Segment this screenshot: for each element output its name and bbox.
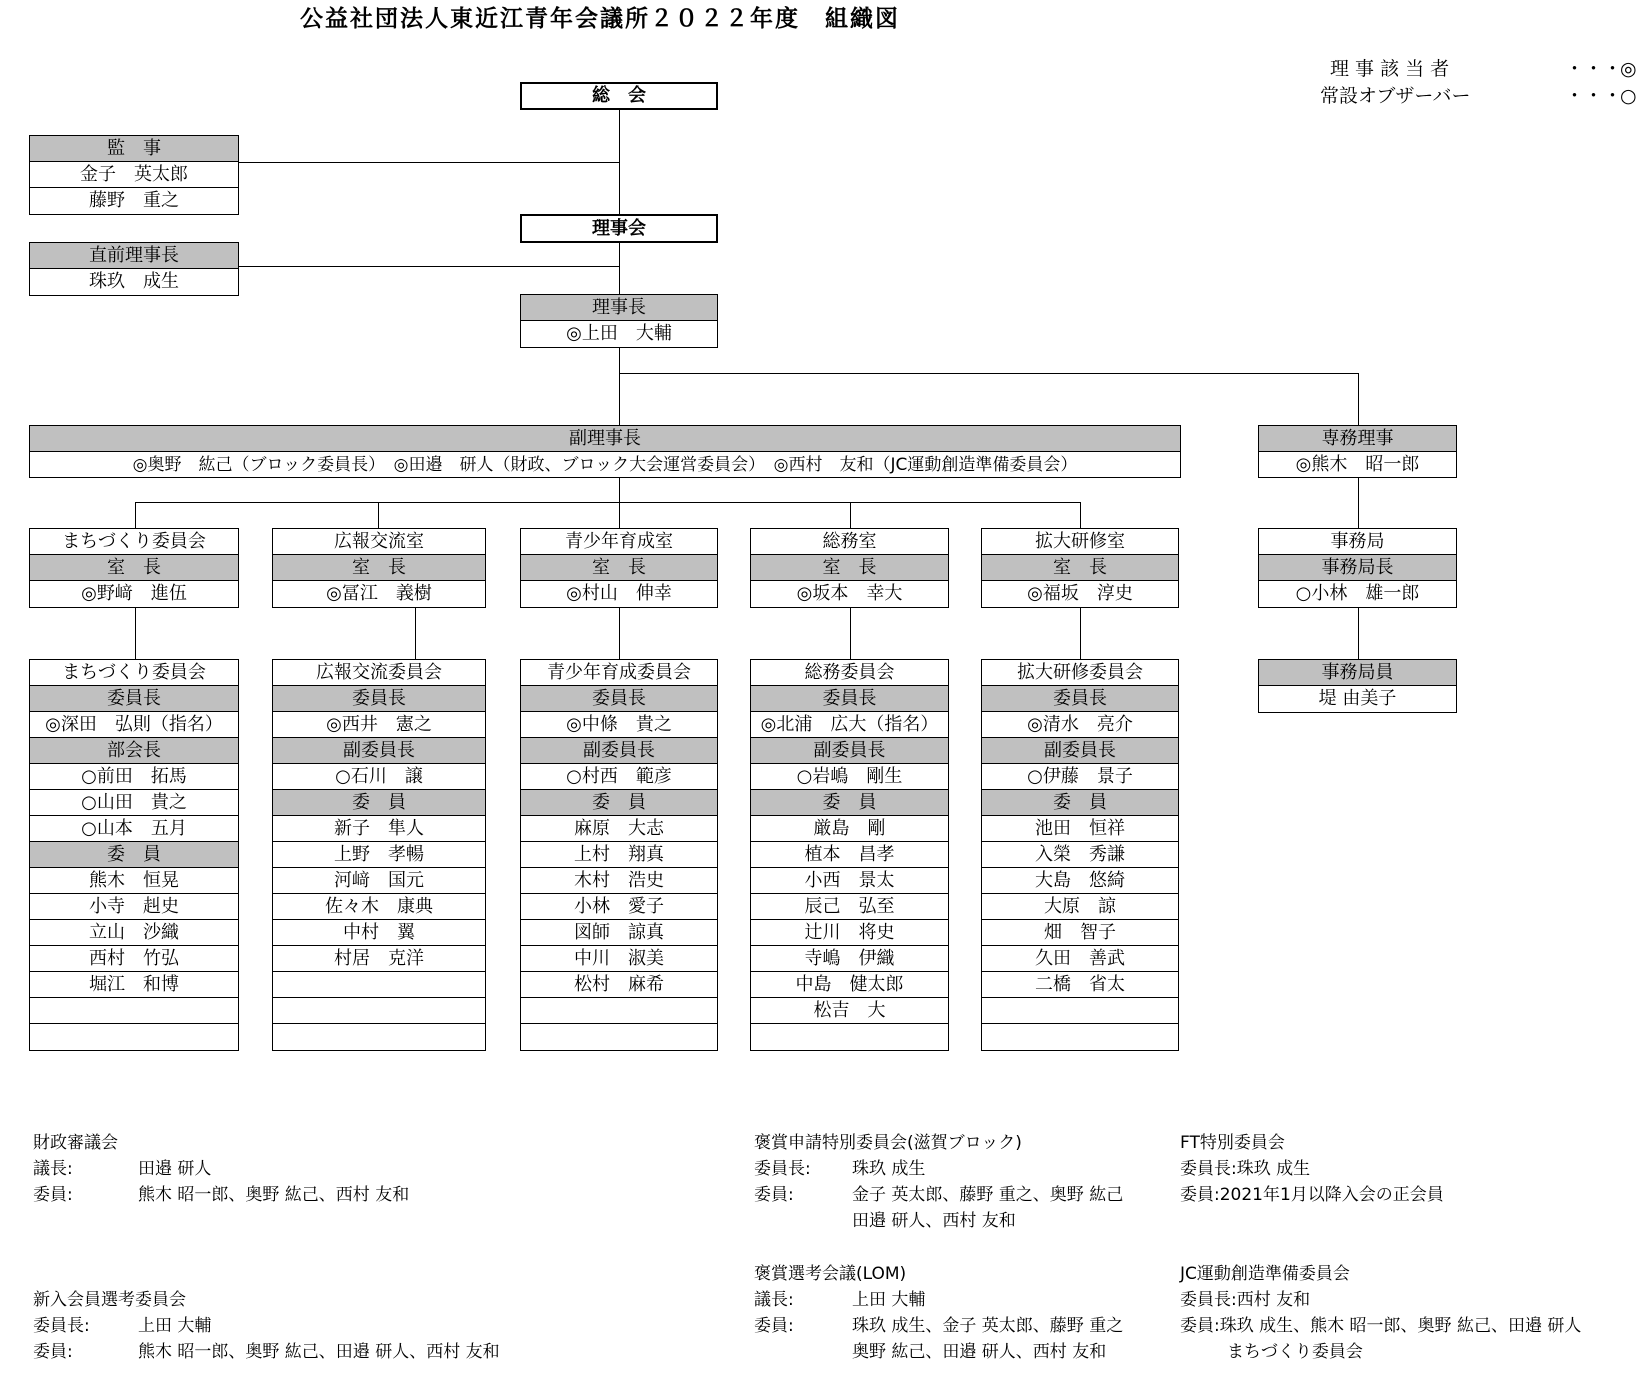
secretariat-box [1258, 528, 1457, 608]
committee-empty-row [30, 1024, 238, 1050]
committee-member: 大原 諒 [982, 894, 1178, 920]
connector-line [619, 108, 620, 214]
room-head: ◎村山 伸幸 [566, 583, 672, 604]
committee-box [750, 659, 949, 1051]
note-value: 上田 大輔 [138, 1316, 212, 1336]
committee-member: 池田 恒祥 [982, 816, 1178, 842]
note-value: 金子 英太郎、藤野 重之、奥野 紘己 [852, 1185, 1124, 1205]
room-box [272, 528, 486, 608]
auditor-name: 藤野 重之 [89, 190, 179, 211]
connector-line [1358, 607, 1359, 660]
committee-member: ◎深田 弘則（指名） [30, 712, 238, 738]
committee-role-header: 委 員 [273, 790, 485, 816]
auditors-title: 監 事 [30, 136, 238, 162]
committee-empty-row [30, 998, 238, 1024]
room-role: 室 長 [521, 555, 717, 581]
note-value: 委員長:珠玖 成生 [1180, 1159, 1311, 1179]
vice-presidents-box [29, 425, 1181, 478]
committee-member: 新子 隼人 [273, 816, 485, 842]
note-value: 委員長:西村 友和 [1180, 1290, 1311, 1310]
note-label: 委員: [754, 1185, 794, 1205]
auditor-name: 金子 英太郎 [30, 162, 238, 188]
committee-member: ○石川 譲 [273, 764, 485, 790]
finance-council-note [33, 1130, 593, 1208]
room-head: ◎冨江 義樹 [326, 583, 432, 604]
connector-line [1358, 476, 1359, 529]
new-member-committee-note [33, 1287, 633, 1365]
page-title: 公益社団法人東近江青年会議所２０２２年度 組織図 [300, 6, 900, 32]
committee-member: ◎中條 貴之 [521, 712, 717, 738]
committee-box [29, 659, 239, 1051]
committee-member: 立山 沙織 [30, 920, 238, 946]
committee-empty-row [521, 1024, 717, 1050]
committee-member: 松村 麻希 [521, 972, 717, 998]
connector-line [619, 242, 620, 295]
committee-member: 熊木 恒晃 [30, 868, 238, 894]
committee-empty-row [273, 1024, 485, 1050]
legend [1320, 56, 1640, 110]
committee-member: 小西 景太 [751, 868, 948, 894]
ft-committee-note [1180, 1130, 1640, 1208]
committee-member: ◎西井 憲之 [273, 712, 485, 738]
note-value: 熊木 昭一郎、奥野 紘己、田邉 研人、西村 友和 [138, 1342, 500, 1362]
note-value: 珠玖 成生、金子 英太郎、藤野 重之 [852, 1316, 1124, 1336]
committee-member: 麻原 大志 [521, 816, 717, 842]
committee-box [272, 659, 486, 1051]
note-label: 委員長: [33, 1316, 90, 1336]
connector-line [850, 607, 851, 660]
committee-role-header: 委員長 [982, 686, 1178, 712]
room-role: 室 長 [982, 555, 1178, 581]
past-president-name: 珠玖 成生 [89, 271, 179, 292]
note-title: FT特別委員会 [1180, 1133, 1285, 1153]
room-box [981, 528, 1179, 608]
note-value: 田邉 研人 [138, 1159, 212, 1179]
note-label: 委員: [754, 1316, 794, 1336]
committee-member: ○村西 範彦 [521, 764, 717, 790]
committee-member: 辰己 弘至 [751, 894, 948, 920]
committee-name: 広報交流委員会 [273, 660, 485, 686]
room-role: 室 長 [751, 555, 948, 581]
note-value: まちづくり委員会 [1227, 1342, 1363, 1362]
connector-line [135, 502, 1080, 503]
committee-empty-row [273, 998, 485, 1024]
committee-member: 河﨑 国元 [273, 868, 485, 894]
room-head: ◎野﨑 進伍 [81, 583, 187, 604]
committee-role-header: 委 員 [751, 790, 948, 816]
committee-member: 中村 翼 [273, 920, 485, 946]
room-name: まちづくり委員会 [30, 529, 238, 555]
room-head: ◎坂本 幸大 [796, 583, 903, 604]
room-name: 青少年育成室 [521, 529, 717, 555]
room-box [29, 528, 239, 608]
committee-role-header: 委員長 [751, 686, 948, 712]
committee-member: ○山本 五月 [30, 816, 238, 842]
secretariat-staff-title: 事務局員 [1259, 660, 1456, 686]
room-name: 総務室 [751, 529, 948, 555]
note-title: JC運動創造準備委員会 [1180, 1264, 1350, 1284]
executive-director-box [1258, 425, 1457, 478]
executive-director-name: ◎熊木 昭一郎 [1295, 454, 1420, 475]
past-president-box [29, 242, 239, 296]
note-value: 委員:2021年1月以降入会の正会員 [1180, 1185, 1444, 1205]
vice-presidents-title: 副理事長 [30, 426, 1180, 452]
room-name: 広報交流室 [273, 529, 485, 555]
committee-member: 村居 克洋 [273, 946, 485, 972]
committee-member: ○伊藤 景子 [982, 764, 1178, 790]
connector-line [1080, 607, 1081, 660]
room-role: 室 長 [273, 555, 485, 581]
connector-line [237, 162, 619, 163]
award-block-note [754, 1130, 1174, 1234]
note-value: 珠玖 成生 [852, 1159, 926, 1179]
committee-empty-row [521, 998, 717, 1024]
president-name: ◎上田 大輔 [566, 323, 672, 344]
note-label: 委員: [33, 1185, 73, 1205]
note-label: 議長: [33, 1159, 73, 1179]
committee-member: 木村 浩史 [521, 868, 717, 894]
connector-line [415, 607, 416, 660]
committee-role-header: 委員長 [273, 686, 485, 712]
note-title: 財政審議会 [33, 1133, 118, 1153]
legend-director: 理 事 該 当 者 ・・・ ◎ [1330, 58, 1637, 80]
connector-line [850, 502, 851, 529]
note-value: 田邉 研人、西村 友和 [852, 1211, 1016, 1231]
committee-name: まちづくり委員会 [30, 660, 238, 686]
committee-empty-row [982, 998, 1178, 1024]
committee-member: 西村 竹弘 [30, 946, 238, 972]
legend-observer: 常設オブザーバー ・・・ ○ [1320, 85, 1637, 107]
note-title: 褒賞選考会議(LOM) [754, 1264, 907, 1284]
committee-member: 辻川 将史 [751, 920, 948, 946]
committee-member: ○岩嶋 剛生 [751, 764, 948, 790]
note-value: 委員:珠玖 成生、熊木 昭一郎、奥野 紘己、田邉 研人 [1180, 1316, 1582, 1336]
note-label: 議長: [754, 1290, 794, 1310]
committee-role-header: 副委員長 [273, 738, 485, 764]
secretariat-head: ○小林 雄一郎 [1295, 583, 1420, 604]
committee-member: 上村 翔真 [521, 842, 717, 868]
past-president-title: 直前理事長 [30, 243, 238, 269]
committee-role-header: 副委員長 [751, 738, 948, 764]
committee-empty-row [751, 1024, 948, 1050]
committee-member: 松吉 大 [751, 998, 948, 1024]
connector-line [378, 502, 379, 529]
room-box [520, 528, 718, 608]
connector-line [619, 346, 620, 426]
room-box [750, 528, 949, 608]
note-label: 委員: [33, 1342, 73, 1362]
committee-member: 寺嶋 伊織 [751, 946, 948, 972]
committee-role-header: 委員長 [30, 686, 238, 712]
auditors-box [29, 135, 239, 215]
connector-line [135, 502, 136, 529]
committee-member: ○山田 貴之 [30, 790, 238, 816]
committee-member: 小寺 赳史 [30, 894, 238, 920]
committee-member: ◎北浦 広大（指名） [751, 712, 948, 738]
connector-line [1358, 373, 1359, 426]
general-assembly-box [520, 82, 718, 110]
room-head: ◎福坂 淳史 [1027, 583, 1133, 604]
committee-member: 堀江 和博 [30, 972, 238, 998]
jc-committee-note [1180, 1261, 1645, 1365]
committee-member: ◎清水 亮介 [982, 712, 1178, 738]
committee-member: 植本 昌孝 [751, 842, 948, 868]
committee-member: 上野 孝暢 [273, 842, 485, 868]
president-box [520, 294, 718, 348]
committee-role-header: 委 員 [982, 790, 1178, 816]
general-assembly-label: 総 会 [592, 85, 646, 106]
committee-member: 中島 健太郎 [751, 972, 948, 998]
room-role: 室 長 [30, 555, 238, 581]
committee-member: 久田 善武 [982, 946, 1178, 972]
connector-line [135, 607, 136, 660]
connector-line [619, 373, 1358, 374]
committee-name: 青少年育成委員会 [521, 660, 717, 686]
committee-role-header: 副委員長 [982, 738, 1178, 764]
committee-member: 佐々木 康典 [273, 894, 485, 920]
president-title: 理事長 [521, 295, 717, 321]
committee-box [981, 659, 1179, 1051]
committee-member: 入榮 秀謙 [982, 842, 1178, 868]
secretariat-staff-name: 堤 由美子 [1318, 688, 1397, 709]
note-title: 新入会員選考委員会 [33, 1290, 186, 1310]
note-title: 褒賞申請特別委員会(滋賀ブロック) [754, 1133, 1022, 1153]
committee-role-header: 委 員 [521, 790, 717, 816]
executive-director-title: 専務理事 [1259, 426, 1456, 452]
note-value: 奥野 紘己、田邉 研人、西村 友和 [852, 1342, 1107, 1362]
room-name: 拡大研修室 [982, 529, 1178, 555]
committee-empty-row [273, 972, 485, 998]
connector-line [237, 266, 619, 267]
connector-line [1080, 502, 1081, 529]
vice-presidents-names: ◎奥野 紘己（ブロック委員長） ◎田邉 研人（財政、ブロック大会運営委員会） ◎西村 友和（JC運動創造準備委員会） [132, 455, 1078, 475]
committee-member: 厳島 剛 [751, 816, 948, 842]
committee-empty-row [982, 1024, 1178, 1050]
secretariat-staff-box [1258, 659, 1457, 713]
committee-member: ○前田 拓馬 [30, 764, 238, 790]
committee-member: 大島 悠綺 [982, 868, 1178, 894]
secretariat-title: 事務局 [1259, 529, 1456, 555]
award-lom-note [754, 1261, 1174, 1365]
board-box [520, 214, 718, 243]
committee-box [520, 659, 718, 1051]
committee-member: 二橋 省太 [982, 972, 1178, 998]
committee-role-header: 部会長 [30, 738, 238, 764]
committee-member: 図師 諒真 [521, 920, 717, 946]
secretariat-sub: 事務局長 [1259, 555, 1456, 581]
connector-line [619, 607, 620, 660]
committee-role-header: 副委員長 [521, 738, 717, 764]
committee-role-header: 委員長 [521, 686, 717, 712]
committee-role-header: 委 員 [30, 842, 238, 868]
committee-member: 小林 愛子 [521, 894, 717, 920]
committee-member: 中川 淑美 [521, 946, 717, 972]
note-label: 委員長: [754, 1159, 811, 1179]
note-value: 熊木 昭一郎、奥野 紘己、西村 友和 [138, 1185, 410, 1205]
note-value: 上田 大輔 [852, 1290, 926, 1310]
committee-member: 畑 智子 [982, 920, 1178, 946]
committee-name: 総務委員会 [751, 660, 948, 686]
committee-name: 拡大研修委員会 [982, 660, 1178, 686]
board-label: 理事会 [592, 218, 646, 239]
